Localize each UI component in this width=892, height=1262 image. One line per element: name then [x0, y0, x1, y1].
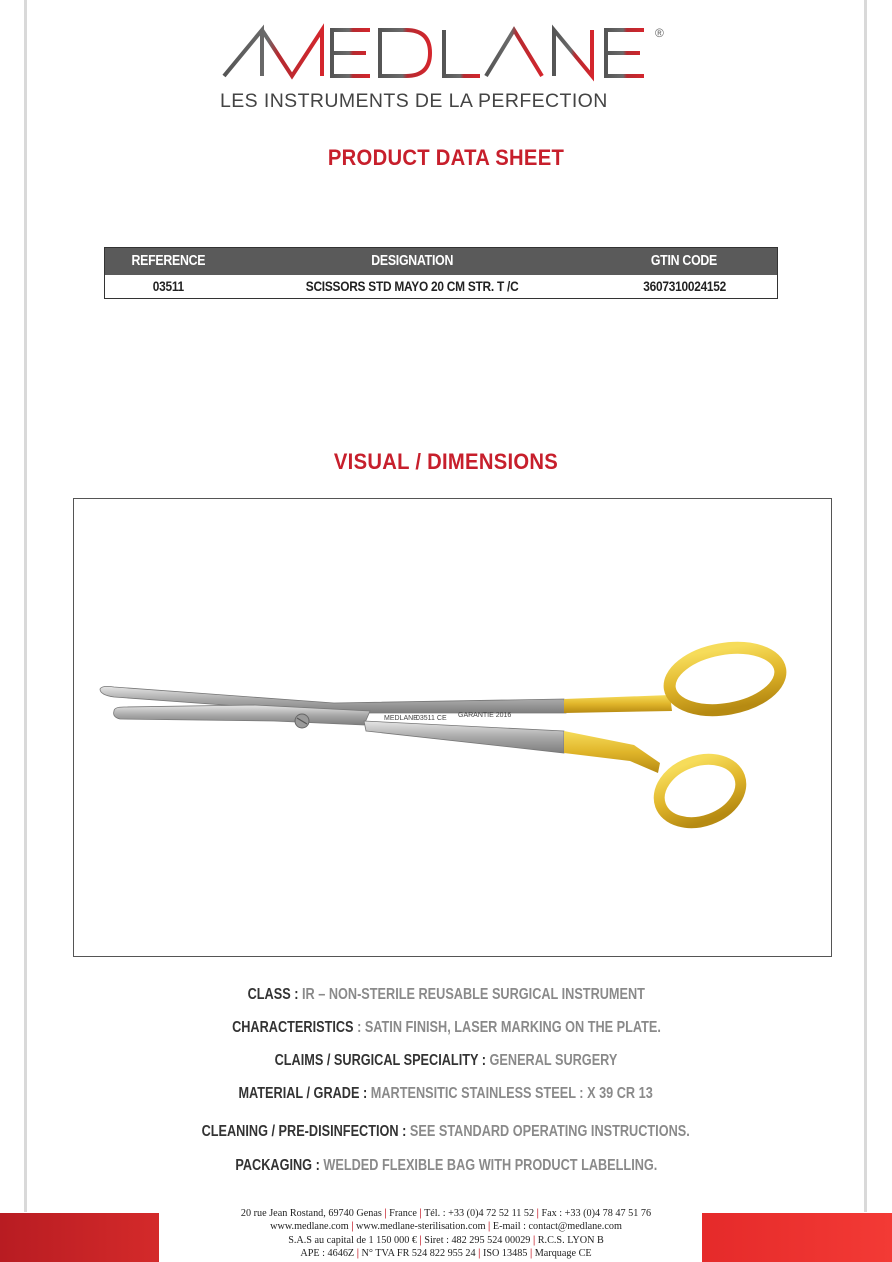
instrument-marking-guarantee: GARANTIE 2016 [458, 712, 512, 719]
cell-designation: SCISSORS STD MAYO 20 CM STR. T /C [305, 278, 519, 295]
spec-cleaning: CLEANING / PRE-DISINFECTION : SEE STANDARD OPERATING INSTRUCTIONS. [201, 1123, 691, 1140]
instrument-marking-brand: MEDLANE [384, 715, 418, 722]
contact-email-link[interactable]: E-mail : contact@medlane.com [492, 1221, 622, 1232]
product-data-sheet-title: PRODUCT DATA SHEET [327, 145, 565, 170]
cell-gtin-code: 3607310024152 [642, 278, 726, 295]
spec-material: MATERIAL / GRADE : MARTENSITIC STAINLESS STEEL : X 39 CR 13 [238, 1085, 654, 1102]
product-reference-table [104, 247, 778, 299]
registered-mark: ® [655, 26, 664, 40]
sterilisation-website-link[interactable]: www.medlane-sterilisation.com [356, 1221, 486, 1232]
footer-red-bar-left [0, 1213, 159, 1262]
header-gtin-code: GTIN CODE [592, 248, 778, 275]
footer-registration-line: APE : 4646Z | N° TVA FR 524 822 955 24 | ISO 13485 | Marquage CE [300, 1248, 592, 1259]
spec-characteristics: CHARACTERISTICS : SATIN FINISH, LASER MARKING ON THE PLATE. [231, 1019, 661, 1036]
medlane-logo [218, 22, 678, 117]
instrument-marking-code: 03511 CE [416, 715, 447, 722]
table-row [105, 275, 778, 299]
header-reference: REFERENCE [105, 248, 233, 275]
header-designation: DESIGNATION [232, 248, 591, 275]
footer-red-bar-right [702, 1213, 892, 1262]
scissors-image [74, 499, 830, 955]
spec-class: CLASS : IR – NON-STERILE REUSABLE SURGICAL INSTRUMENT [247, 986, 645, 1003]
visual-dimensions-title: VISUAL / DIMENSIONS [333, 449, 559, 474]
footer-company-line: S.A.S au capital de 1 150 000 € | Siret : 482 295 524 00029 | R.C.S. LYON B [288, 1235, 604, 1246]
spec-packaging: PACKAGING : WELDED FLEXIBLE BAG WITH PRODUCT LABELLING. [234, 1157, 657, 1174]
footer-web-line: www.medlane.com | www.medlane-sterilisation.com | E-mail : contact@medlane.com [270, 1221, 622, 1232]
footer-address-line: 20 rue Jean Rostand, 69740 Genas | France | Tél. : +33 (0)4 72 52 11 52 | Fax : +33 (0)4 78 47 51 76 [240, 1208, 652, 1219]
table-header-row [105, 248, 778, 275]
spec-claims: CLAIMS / SURGICAL SPECIALITY : GENERAL SURGERY [274, 1052, 618, 1069]
medlane-wordmark [218, 22, 678, 92]
product-visual-frame [73, 498, 832, 957]
brand-tagline: LES INSTRUMENTS DE LA PERFECTION [220, 90, 608, 112]
cell-reference: 03511 [153, 278, 185, 295]
website-link[interactable]: www.medlane.com [270, 1221, 349, 1232]
